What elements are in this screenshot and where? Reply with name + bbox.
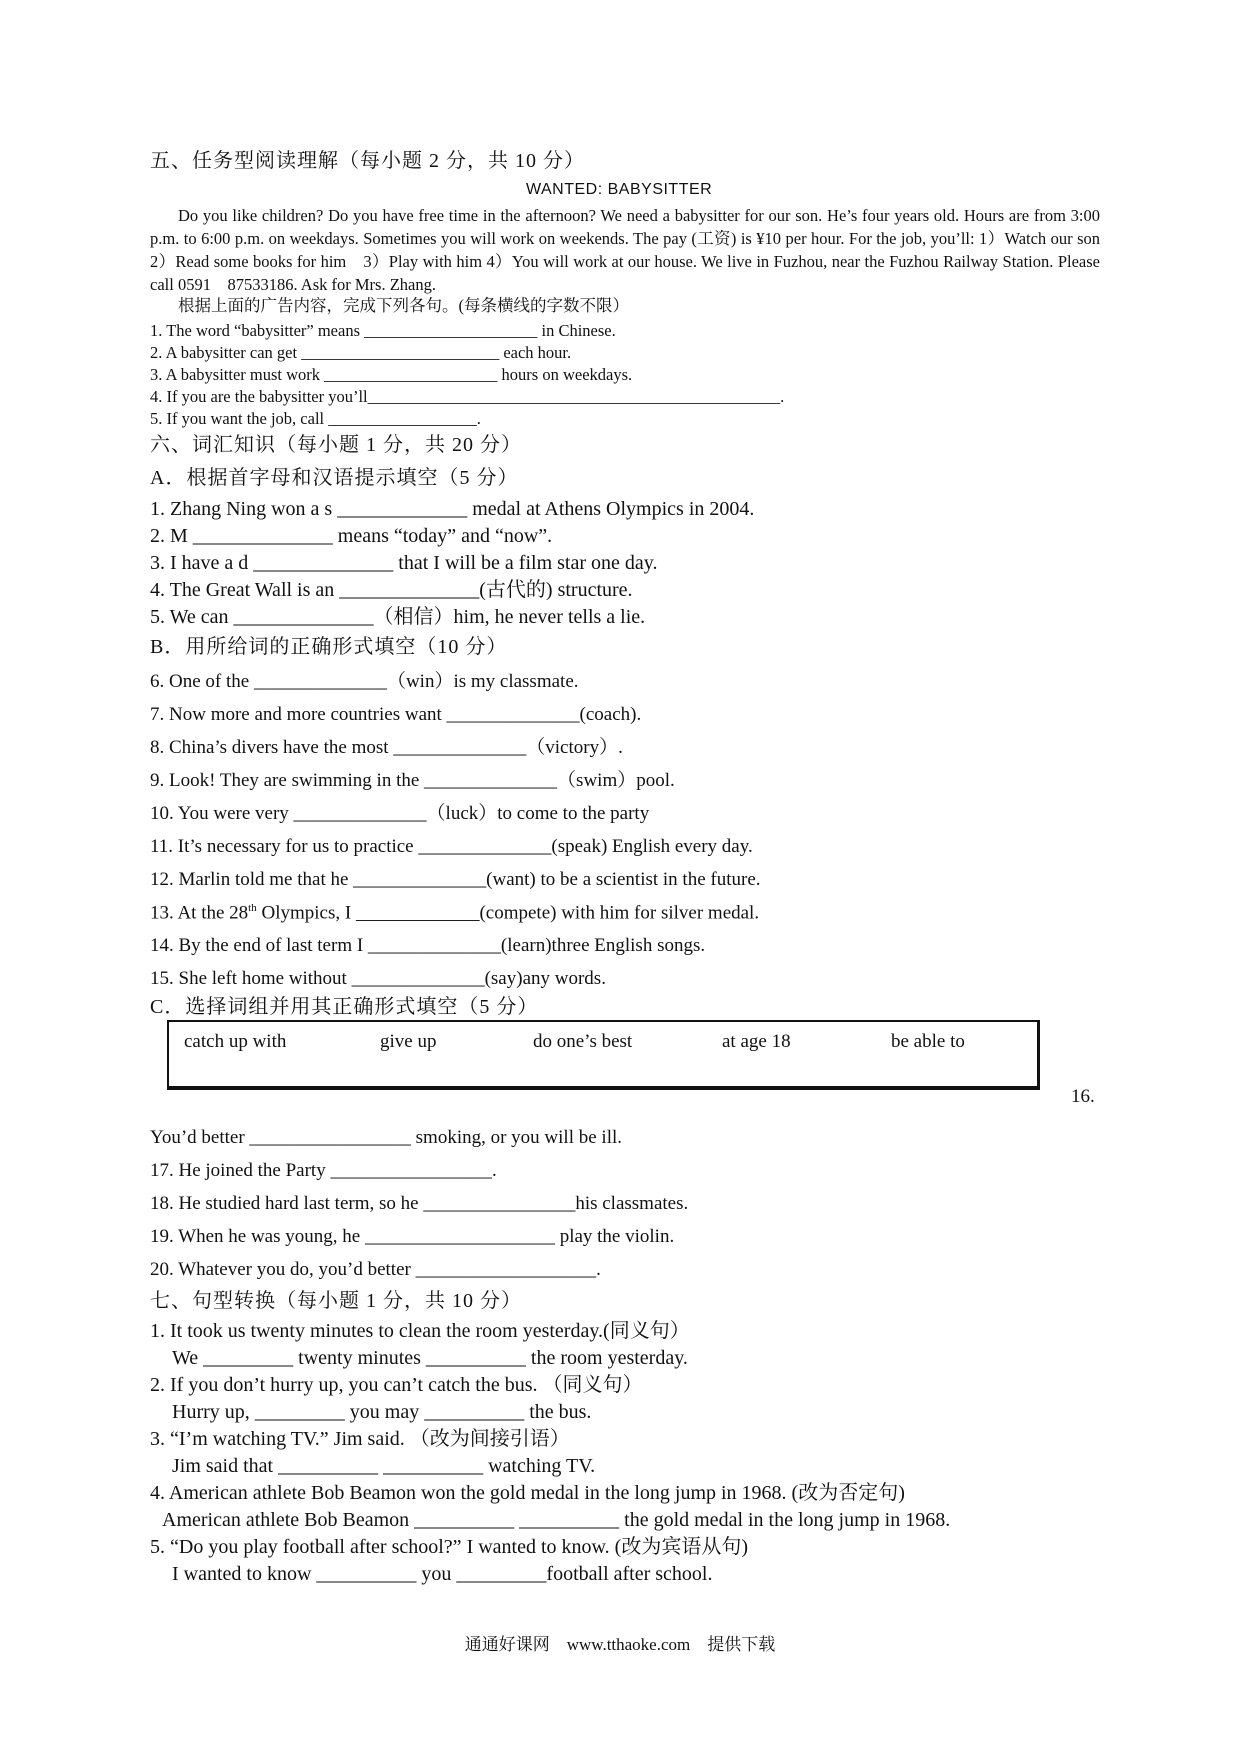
- partC-item-20: 20. Whatever you do, you’d better ___________________.: [150, 1259, 601, 1280]
- section5-item-4: 4. If you are the babysitter you’ll__________________________________________________.: [150, 387, 785, 406]
- partC-item-16: You’d better _________________ smoking, or you will be ill.: [150, 1127, 623, 1148]
- partC-item-18: 18. He studied hard last term, so he ________________his classmates.: [150, 1193, 689, 1214]
- phrase-2: give up: [380, 1031, 437, 1052]
- section7-a5: I wanted to know __________ you _________football after school.: [172, 1563, 713, 1585]
- partA-item-5: 5. We can ______________（相信）him, he never tells a lie.: [150, 606, 646, 628]
- partB-item-12: 12. Marlin told me that he ______________(want) to be a scientist in the future.: [150, 869, 761, 890]
- partB-heading: B．用所给词的正确形式填空（10 分）: [150, 636, 508, 658]
- section7-heading: 七、句型转换（每小题 1 分，共 10 分）: [150, 1290, 522, 1312]
- ad-text: Do you like children? Do you have free time in the afternoon? We need a babysitter for our son. He’s four years old. Hours are from 3:00 p.m. to 6:00 p.m. on weekdays. Sometimes you will work on weekends. The pay (工资) is ¥10 per hour. For the job, you’ll: 1）Watch our son 2）Read some books for him 3）Play with him 4）You will work at our house. We live in Fuzhou, near the Fuzhou Railway Station. Please call 0591 87533186. Ask for Mrs. Zhang.: [150, 206, 1117, 294]
- partB-item-13: [150, 902, 759, 924]
- section5-instruction: 根据上面的广告内容，完成下列各句。(每条横线的字数不限）: [178, 296, 629, 315]
- phrase-4: at age 18: [722, 1031, 791, 1052]
- section5-heading: 五、任务型阅读理解（每小题 2 分，共 10 分）: [150, 150, 585, 172]
- item13-rest: Olympics, I _____________(compete) with him for silver medal.: [256, 902, 760, 924]
- partB-item-9: 9. Look! They are swimming in the ______________（swim）pool.: [150, 770, 675, 791]
- partB-item-10: 10. You were very ______________（luck）to come to the party: [150, 803, 650, 824]
- partB-item-15: 15. She left home without ______________(say)any words.: [150, 968, 606, 989]
- item13-start: 13. At the 28: [150, 902, 249, 924]
- partA-item-2: 2. M ______________ means “today” and “now”.: [150, 525, 553, 547]
- section7-q5: 5. “Do you play football after school?” I wanted to know. (改为宾语从句): [150, 1536, 748, 1558]
- section7-a1: We _________ twenty minutes __________ the room yesterday.: [172, 1347, 688, 1369]
- section5-item-1: 1. The word “babysitter” means _____________________ in Chinese.: [150, 321, 616, 340]
- section7-q1: 1. It took us twenty minutes to clean the room yesterday.(同义句）: [150, 1320, 690, 1342]
- partA-heading: A．根据首字母和汉语提示填空（5 分）: [150, 467, 519, 489]
- section7-a2: Hurry up, _________ you may __________ the bus.: [172, 1401, 592, 1423]
- section7-q3: 3. “I’m watching TV.” Jim said. （改为间接引语）: [150, 1428, 570, 1450]
- section6-heading: 六、词汇知识（每小题 1 分，共 20 分）: [150, 434, 522, 456]
- partB-item-14: 14. By the end of last term I ______________(learn)three English songs.: [150, 935, 706, 956]
- section7-a4: American athlete Bob Beamon __________ __________ the gold medal in the long jump in 1968.: [162, 1509, 951, 1531]
- section5-item-3: 3. A babysitter must work _____________________ hours on weekdays.: [150, 365, 633, 384]
- partC-item-19: 19. When he was young, he ____________________ play the violin.: [150, 1226, 675, 1247]
- partB-item-11: 11. It’s necessary for us to practice ______________(speak) English every day.: [150, 836, 753, 857]
- partC-item-16-number: 16.: [1071, 1086, 1095, 1107]
- section5-item-2: 2. A babysitter can get ________________________ each hour.: [150, 343, 572, 362]
- phrase-3: do one’s best: [533, 1031, 633, 1052]
- section7-a3: Jim said that __________ __________ watching TV.: [172, 1455, 596, 1477]
- ad-title: WANTED: BABYSITTER: [526, 181, 713, 198]
- section7-q2: 2. If you don’t hurry up, you can’t catch the bus. （同义句）: [150, 1374, 643, 1396]
- item13-sup: th: [248, 902, 257, 914]
- page-footer: 通通好课网 www.tthaoke.com 提供下载: [464, 1635, 776, 1654]
- partB-item-8: 8. China’s divers have the most ______________（victory）.: [150, 737, 623, 758]
- partA-item-1: 1. Zhang Ning won a s _____________ medal at Athens Olympics in 2004.: [150, 498, 755, 520]
- section5-item-5: 5. If you want the job, call __________________.: [150, 409, 481, 428]
- phrase-5: be able to: [891, 1031, 965, 1052]
- partC-item-17: 17. He joined the Party _________________.: [150, 1160, 497, 1181]
- partA-item-3: 3. I have a d ______________ that I will be a film star one day.: [150, 552, 658, 574]
- phrase-1: catch up with: [184, 1031, 287, 1052]
- partB-item-7: 7. Now more and more countries want ______________(coach).: [150, 704, 642, 725]
- partB-item-6: 6. One of the ______________（win）is my classmate.: [150, 671, 579, 692]
- partA-item-4: 4. The Great Wall is an ______________(古代的) structure.: [150, 579, 633, 601]
- section7-q4: 4. American athlete Bob Beamon won the gold medal in the long jump in 1968. (改为否定句): [150, 1482, 905, 1504]
- partC-heading: C．选择词组并用其正确形式填空（5 分）: [150, 996, 539, 1018]
